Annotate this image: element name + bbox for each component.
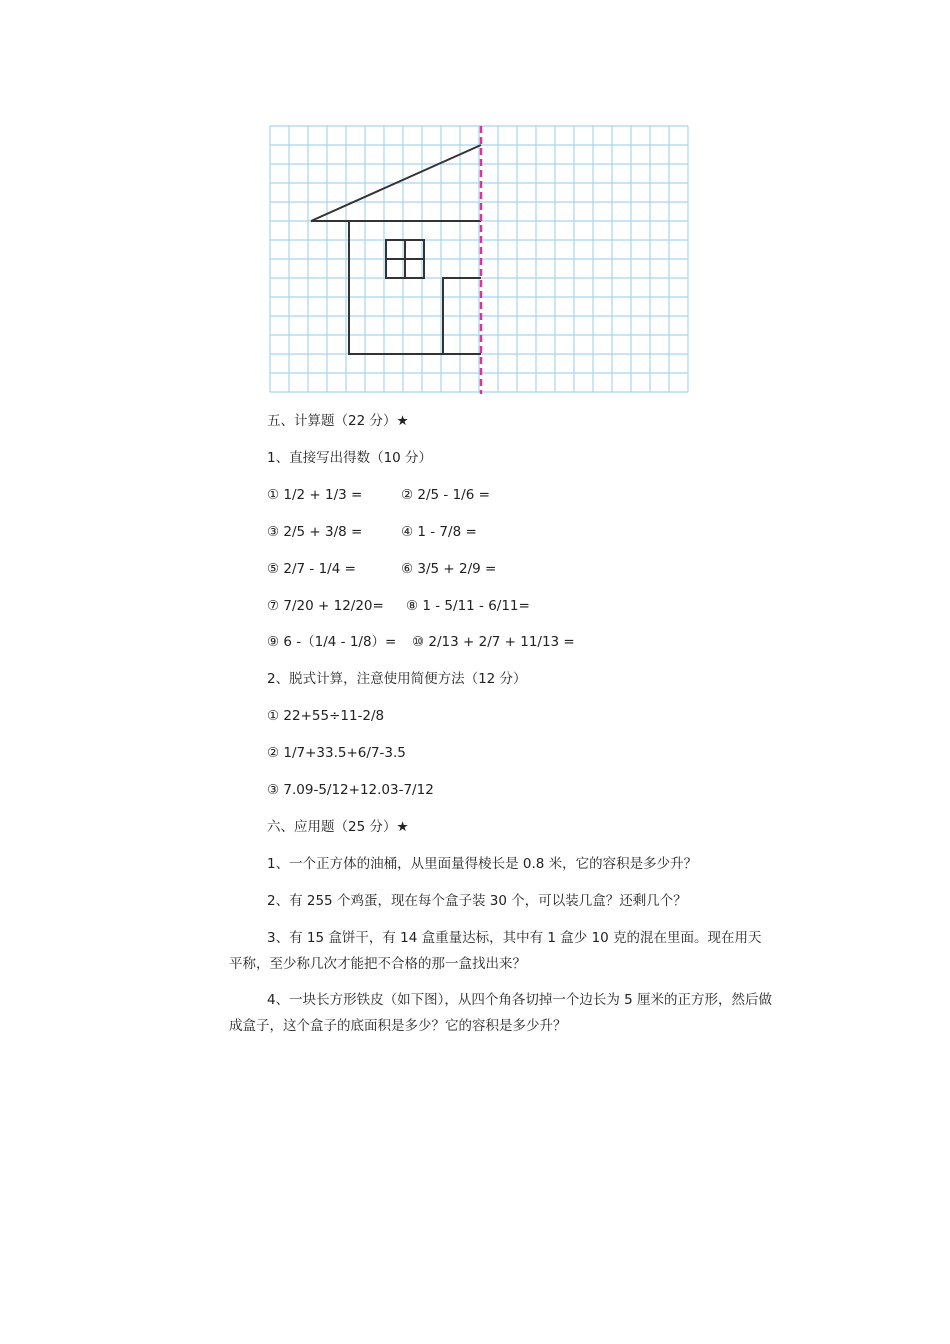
grid-lines <box>270 126 688 392</box>
calc-7: ⑦ 7/20 + 12/20= <box>267 598 384 614</box>
question-4: 4、一块长方形铁皮（如下图），从四个角各切掉一个边长为 5 厘米的正方形，然后做成盒子，这个盒子的底面积是多少？它的容积是多少升？ <box>229 992 773 1034</box>
step-calc-1: ① 22+55÷11-2/8 <box>267 708 385 724</box>
calc-5: ⑤ 2/7 - 1/4 = <box>267 561 356 577</box>
question-2: 2、有 255 个鸡蛋，现在每个盒子装 30 个，可以装几盒？还剩几个？ <box>267 893 687 909</box>
calc-1: ① 1/2 + 1/3 = <box>267 487 363 503</box>
calc-9: ⑨ 6 -（1/4 - 1/8）= <box>267 634 397 650</box>
calc-8: ⑧ 1 - 5/11 - 6/11= <box>406 598 530 614</box>
step-calc-3: ③ 7.09-5/12+12.03-7/12 <box>267 782 434 798</box>
part2-title: 2、脱式计算，注意使用简便方法（12 分） <box>267 671 527 687</box>
question-1: 1、一个正方体的油桶，从里面量得棱长是 0.8 米，它的容积是多少升？ <box>267 856 698 872</box>
house-drawing <box>311 145 481 354</box>
grid-figure <box>268 124 692 396</box>
calc-4: ④ 1 - 7/8 = <box>401 524 477 540</box>
section6-title: 六、应用题（25 分）★ <box>267 819 409 835</box>
part1-title: 1、直接写出得数（10 分） <box>267 450 433 466</box>
grid-drawing <box>268 124 692 396</box>
calc-10: ⑩ 2/13 + 2/7 + 11/13 = <box>412 634 575 650</box>
calc-2: ② 2/5 - 1/6 = <box>401 487 490 503</box>
question-3: 3、有 15 盒饼干，有 14 盒重量达标，其中有 1 盒少 10 克的混在里面。现在用天平称，至少称几次才能把不合格的那一盒找出来？ <box>229 930 762 972</box>
section5-title: 五、计算题（22 分）★ <box>267 413 409 429</box>
step-calc-2: ② 1/7+33.5+6/7-3.5 <box>267 745 406 761</box>
calc-3: ③ 2/5 + 3/8 = <box>267 524 363 540</box>
calc-6: ⑥ 3/5 + 2/9 = <box>401 561 497 577</box>
